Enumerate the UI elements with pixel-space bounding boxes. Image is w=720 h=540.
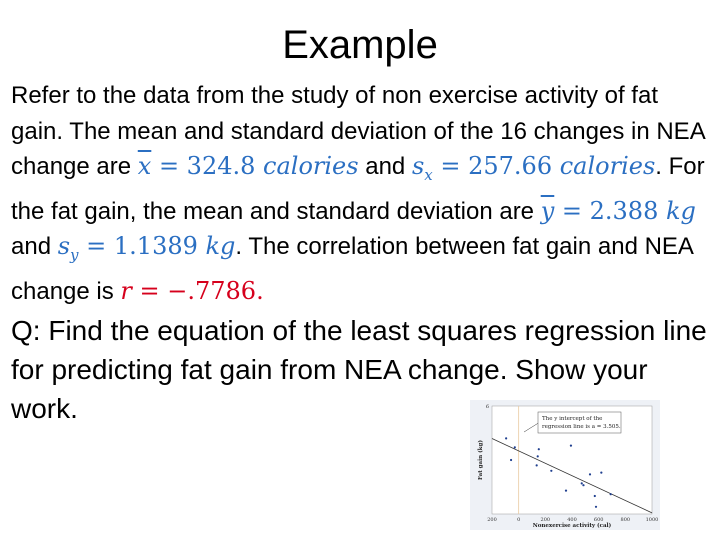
sy-subscript: y	[70, 246, 79, 264]
bullet-text-1: Refer to the data from the study of non exercise activity of fat gain. The mean and standard deviation of the 16 changes in NEA change are	[11, 82, 705, 180]
slide-body	[11, 78, 711, 428]
x-tick-label: 200	[540, 517, 551, 523]
sx-symbol: s	[411, 152, 425, 180]
ybar-symbol: $\overline{y}$	[540, 196, 555, 225]
r-symbol: r	[120, 276, 132, 305]
bullet-data-description	[11, 78, 711, 309]
xbar-formula	[138, 152, 359, 180]
x-tick-label: 200	[487, 517, 497, 523]
bullet-text-3: . For the fat gain, the mean and standard deviation are	[11, 153, 705, 225]
xbar-symbol: $\overline{x}$	[137, 152, 152, 180]
sx-value: = 257.66	[432, 152, 560, 180]
sy-value: = 1.1389	[78, 232, 206, 260]
r-value: = −.7786.	[131, 276, 264, 305]
x-tick-label: 600	[593, 517, 604, 523]
slide-title: Example	[282, 23, 438, 67]
ybar-formula	[541, 197, 696, 225]
scatter-point	[537, 455, 539, 457]
scatter-point	[536, 464, 538, 466]
x-tick-label: 0	[517, 517, 521, 523]
scatter-point	[600, 472, 602, 474]
y-tick-label: 6	[485, 404, 489, 410]
scatter-point	[565, 490, 567, 492]
bullet-text-2: and	[358, 153, 412, 180]
scatterplot-figure	[470, 400, 660, 530]
sx-subscript: x	[424, 166, 433, 184]
x-tick-label: 800	[620, 517, 631, 523]
scatter-point	[595, 506, 597, 508]
callout-line-2: regression line is a = 3.505.	[542, 424, 621, 430]
xbar-value: = 324.8	[151, 152, 264, 180]
ybar-unit: kg	[665, 196, 696, 225]
scatter-point	[510, 459, 512, 461]
x-axis-label: Nonexercise activity (cal)	[532, 523, 612, 529]
sx-formula	[411, 152, 656, 184]
bullet-question: Q: Find the equation of the least squares regression line for predicting fat gain from NEA change. Show your work.	[11, 315, 707, 424]
ybar-value: = 2.388	[554, 196, 666, 225]
y-axis-label: Fat gain (kg)	[478, 440, 484, 480]
scatter-point	[589, 473, 591, 475]
x-tick-label: 400	[567, 517, 577, 523]
sy-symbol: s	[57, 232, 71, 260]
scatter-point	[550, 470, 552, 472]
scatter-point	[505, 437, 507, 439]
sy-formula	[57, 232, 236, 264]
y-tick-labels	[486, 404, 489, 410]
x-tick-label: 1000	[645, 517, 659, 523]
callout-line-1: The y intercept of the	[542, 416, 603, 422]
scatter-point	[570, 445, 572, 447]
bullet-text-5: . The correlation between fat gain and NEA change is	[11, 233, 693, 305]
scatter-point	[610, 493, 612, 495]
r-formula	[120, 277, 263, 305]
scatter-point	[582, 484, 584, 486]
xbar-unit: calories	[263, 152, 359, 180]
scatterplot-svg	[470, 400, 660, 530]
bullet-text-4: and	[11, 233, 58, 260]
scatter-point	[514, 446, 516, 448]
sx-unit: calories	[559, 152, 656, 180]
scatter-point	[581, 482, 583, 484]
sy-unit: kg	[205, 232, 236, 260]
scatter-point	[538, 448, 540, 450]
scatter-point	[594, 495, 596, 497]
